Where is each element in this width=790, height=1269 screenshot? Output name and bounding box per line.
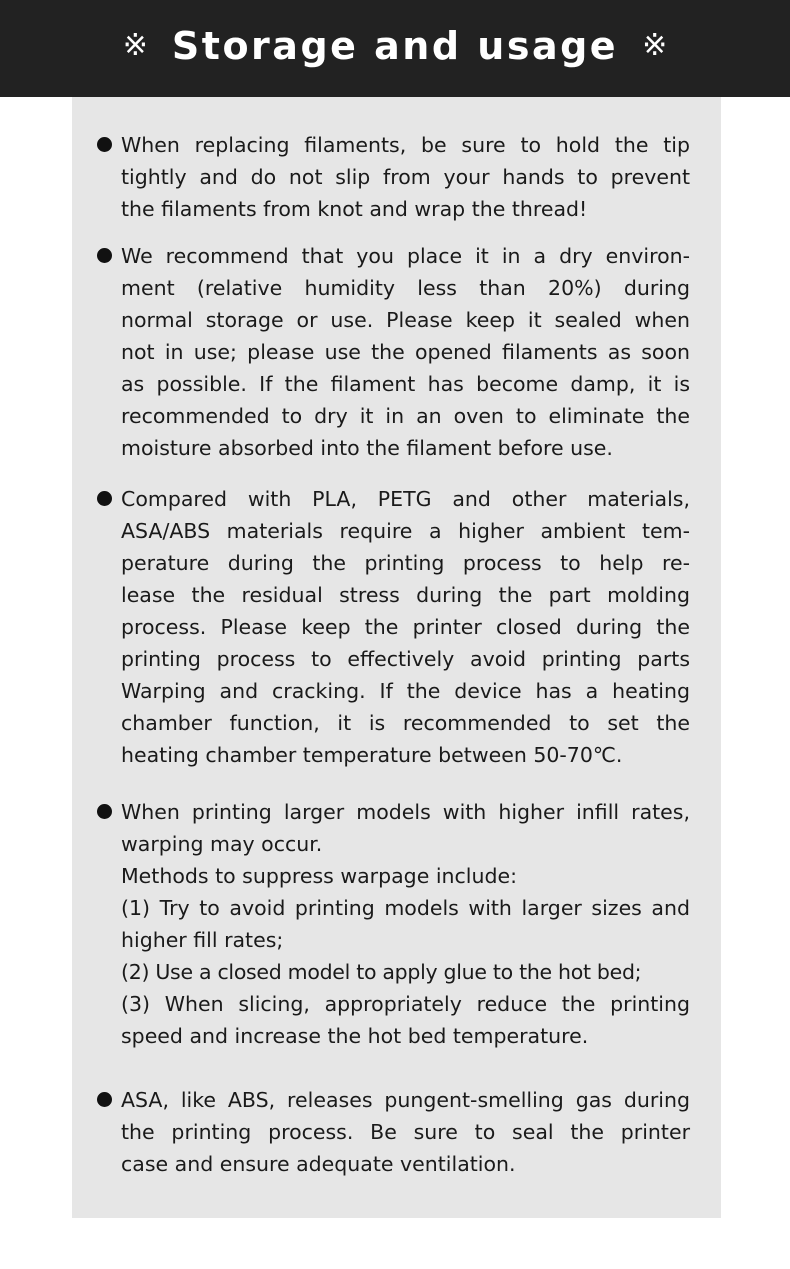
- text-line: When replacing filaments, be sure to hold the tip: [121, 133, 690, 157]
- list-item-text: [121, 483, 690, 771]
- text-line: (3) When slicing, appropriately reduce the printing: [121, 992, 690, 1016]
- text-line: (2) Use a closed model to apply glue to the hot bed;: [121, 960, 642, 984]
- text-line: normal storage or use. Please keep it sealed when: [121, 308, 690, 332]
- text-line: Warping and cracking. If the device has a heating: [121, 679, 690, 703]
- text-line: warping may occur.: [121, 832, 323, 856]
- text-line: printing process to effectively avoid printing parts: [121, 647, 690, 671]
- text-line: higher fill rates;: [121, 928, 284, 952]
- text-line: perature during the printing process to help re-: [121, 551, 690, 575]
- text-line: (1) Try to avoid printing models with larger sizes and: [121, 896, 690, 920]
- text-line: recommended to dry it in an oven to eliminate the: [121, 404, 690, 428]
- text-line: not in use; please use the opened filaments as soon: [121, 340, 690, 364]
- text-line: case and ensure adequate ventilation.: [121, 1152, 516, 1176]
- text-line: Compared with PLA, PETG and other materials,: [121, 487, 690, 511]
- text-line: chamber function, it is recommended to set the: [121, 711, 690, 735]
- bullet-icon: [97, 1092, 112, 1107]
- text-line: Methods to suppress warpage include:: [121, 864, 517, 888]
- bullet-icon: [97, 491, 112, 506]
- text-line: heating chamber temperature between 50-70℃.: [121, 743, 623, 767]
- bullet-icon: [97, 804, 112, 819]
- list-item-text: [121, 796, 690, 1052]
- text-line: speed and increase the hot bed temperature.: [121, 1024, 589, 1048]
- text-line: the filaments from knot and wrap the thread!: [121, 197, 588, 221]
- list-item-text: [121, 1084, 690, 1180]
- reference-mark-icon: ※: [642, 28, 668, 63]
- list-item-text: [121, 129, 690, 225]
- text-line: as possible. If the filament has become damp, it is: [121, 372, 690, 396]
- reference-mark-icon: ※: [122, 28, 148, 63]
- text-line: ASA/ABS materials require a higher ambient tem-: [121, 519, 690, 543]
- bullet-icon: [97, 137, 112, 152]
- text-line: ment (relative humidity less than 20%) during: [121, 276, 690, 300]
- text-line: the printing process. Be sure to seal the printer: [121, 1120, 690, 1144]
- text-line: lease the residual stress during the part molding: [121, 583, 690, 607]
- text-line: When printing larger models with higher infill rates,: [121, 800, 690, 824]
- text-line: tightly and do not slip from your hands to prevent: [121, 165, 690, 189]
- bullet-icon: [97, 248, 112, 263]
- list-item-text: [121, 240, 690, 464]
- text-line: process. Please keep the printer closed during the: [121, 615, 690, 639]
- text-line: We recommend that you place it in a dry environ-: [121, 244, 690, 268]
- page-title: [0, 0, 790, 97]
- text-line: moisture absorbed into the filament before use.: [121, 436, 613, 460]
- text-line: ASA, like ABS, releases pungent-smelling gas during: [121, 1088, 690, 1112]
- page-title-text: Storage and usage: [171, 23, 619, 68]
